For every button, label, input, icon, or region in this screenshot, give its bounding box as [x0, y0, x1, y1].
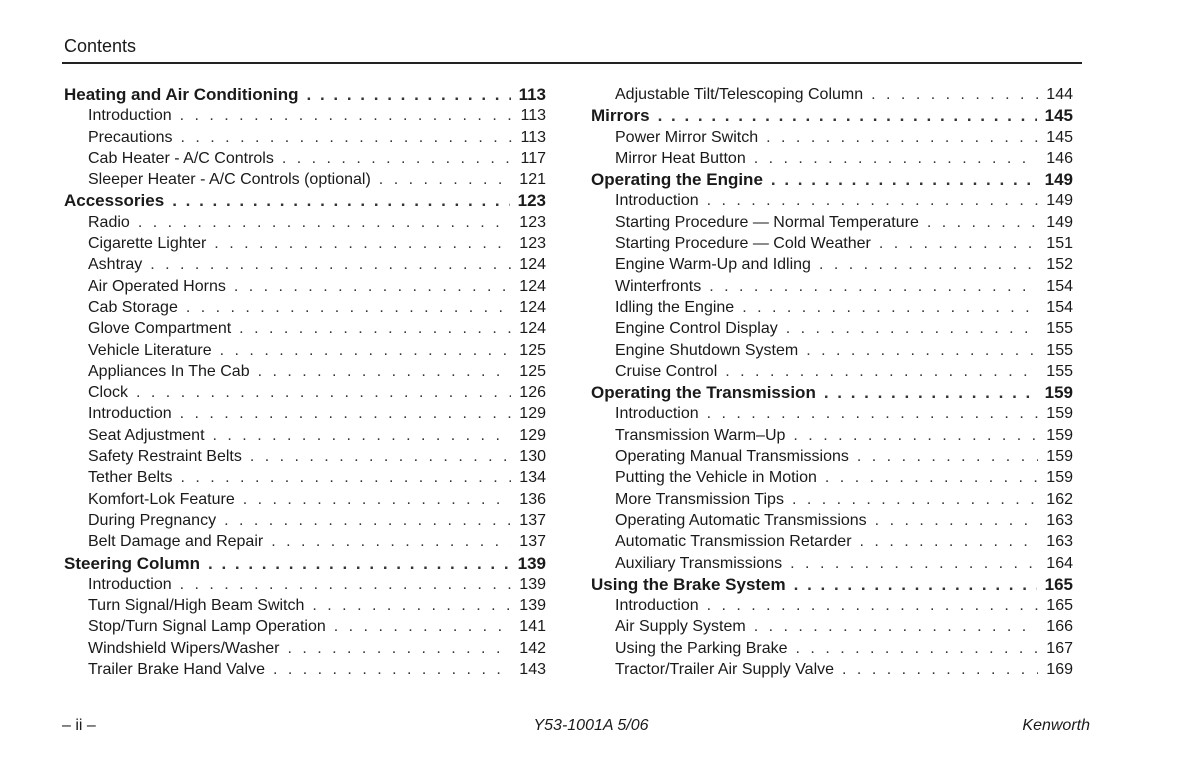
- toc-entry-title: Cab Storage: [88, 298, 178, 316]
- toc-entry-title: Using the Brake System: [591, 574, 786, 594]
- toc-entry[interactable]: [591, 531, 1073, 552]
- toc-entry-page-number: 155: [1046, 320, 1073, 338]
- dot-leader: [282, 148, 513, 169]
- toc-entry[interactable]: [64, 574, 546, 595]
- toc-entry[interactable]: [591, 254, 1073, 275]
- dot-leader: [213, 425, 512, 446]
- toc-entry[interactable]: [64, 531, 546, 552]
- toc-entry-title: Starting Procedure — Cold Weather: [615, 235, 871, 253]
- dot-leader: [243, 489, 512, 510]
- toc-entry-page-number: 167: [1046, 639, 1073, 657]
- dot-leader: [250, 446, 511, 467]
- dot-leader: [234, 276, 511, 297]
- dot-leader: [709, 276, 1038, 297]
- toc-entry[interactable]: [591, 84, 1073, 105]
- dot-leader: [224, 510, 511, 531]
- toc-entry-page-number: 139: [517, 553, 546, 573]
- toc-entry[interactable]: [64, 361, 546, 382]
- footer-document-code: Y53-1001A 5/06: [533, 717, 649, 734]
- toc-entry-page-number: 123: [519, 235, 546, 253]
- toc-entry-title: Operating the Engine: [591, 170, 763, 190]
- toc-entry-title: Accessories: [64, 191, 165, 211]
- dot-leader: [879, 233, 1038, 254]
- toc-entry-title: Mirror Heat Button: [615, 149, 746, 167]
- toc-entry-page-number: 163: [1046, 533, 1073, 551]
- toc-entry-title: Komfort-Lok Feature: [88, 490, 235, 508]
- toc-entry[interactable]: [64, 276, 546, 297]
- toc-entry-title: Steering Column: [64, 553, 201, 573]
- toc-entry[interactable]: [591, 318, 1073, 339]
- dot-leader: [725, 361, 1038, 382]
- toc-entry[interactable]: [591, 467, 1073, 488]
- toc-entry[interactable]: [64, 510, 546, 531]
- toc-entry-title: Introduction: [88, 107, 172, 125]
- dot-leader: [239, 318, 511, 339]
- toc-entry-title: Power Mirror Switch: [615, 128, 759, 146]
- dot-leader: [707, 595, 1039, 616]
- toc-entry-title: Transmission Warm–Up: [615, 426, 786, 444]
- toc-entry-title: Heating and Air Conditioning: [64, 85, 299, 104]
- toc-entry[interactable]: [591, 361, 1073, 382]
- dot-leader: [766, 127, 1038, 148]
- toc-entry[interactable]: [64, 105, 546, 126]
- toc-entry-title: Tether Belts: [88, 469, 173, 487]
- toc-entry-title: Auxiliary Transmissions: [615, 554, 783, 572]
- dot-leader: [150, 254, 511, 275]
- dot-leader: [180, 403, 512, 424]
- toc-entry-page-number: 151: [1046, 235, 1073, 253]
- toc-entry-page-number: 155: [1046, 341, 1073, 359]
- toc-entry[interactable]: [591, 403, 1073, 424]
- dot-leader: [792, 489, 1038, 510]
- toc-entry-page-number: 166: [1046, 618, 1073, 636]
- dot-leader: [790, 553, 1038, 574]
- toc-entry-page-number: 163: [1046, 511, 1073, 529]
- toc-section-heading[interactable]: [64, 84, 546, 105]
- toc-entry-title: Introduction: [88, 575, 172, 593]
- toc-entry-page-number: 152: [1046, 256, 1073, 274]
- toc-entry-page-number: 141: [519, 618, 546, 636]
- toc-entry-title: Engine Control Display: [615, 320, 778, 338]
- dot-leader: [172, 190, 509, 211]
- dot-leader: [806, 340, 1038, 361]
- toc-entry-title: Introduction: [88, 405, 172, 423]
- toc-entry-title: Operating Automatic Transmissions: [615, 511, 867, 529]
- toc-entry-page-number: 169: [1046, 661, 1073, 679]
- toc-entry-page-number: 164: [1046, 554, 1073, 572]
- toc-entry[interactable]: [64, 233, 546, 254]
- toc-entry[interactable]: [64, 318, 546, 339]
- toc-entry-page-number: 129: [519, 426, 546, 444]
- toc-entry-page-number: 154: [1046, 277, 1073, 295]
- toc-entry[interactable]: [64, 169, 546, 190]
- toc-entry-title: Windshield Wipers/Washer: [88, 639, 280, 657]
- toc-section-heading[interactable]: [591, 105, 1073, 126]
- toc-entry[interactable]: [64, 340, 546, 361]
- toc-entry[interactable]: [591, 212, 1073, 233]
- toc-entry-page-number: 145: [1044, 106, 1073, 126]
- toc-entry[interactable]: [591, 489, 1073, 510]
- toc-entry-page-number: 149: [1044, 170, 1073, 190]
- toc-entry[interactable]: [64, 212, 546, 233]
- toc-entry[interactable]: [64, 403, 546, 424]
- toc-entry-title: Putting the Vehicle in Motion: [615, 469, 817, 487]
- dot-leader: [793, 425, 1038, 446]
- toc-entry[interactable]: [64, 638, 546, 659]
- dot-leader: [754, 616, 1039, 637]
- dot-leader: [707, 190, 1039, 211]
- toc-entry-title: Idling the Engine: [615, 298, 735, 316]
- toc-section-heading[interactable]: [64, 190, 546, 211]
- toc-entry-title: Automatic Transmission Retarder: [615, 533, 852, 551]
- toc-entry-title: Cigarette Lighter: [88, 235, 207, 253]
- dot-leader: [796, 638, 1039, 659]
- toc-entry[interactable]: [591, 127, 1073, 148]
- toc-entry-title: Introduction: [615, 405, 699, 423]
- toc-entry[interactable]: [591, 510, 1073, 531]
- footer-brand: Kenworth: [1022, 717, 1090, 734]
- toc-entry-page-number: 159: [1046, 469, 1073, 487]
- toc-entry[interactable]: [591, 659, 1073, 680]
- toc-entry-page-number: 129: [519, 405, 546, 423]
- toc-entry-page-number: 159: [1046, 448, 1073, 466]
- toc-entry[interactable]: [591, 297, 1073, 318]
- toc-entry-title: Cruise Control: [615, 362, 718, 380]
- toc-entry-page-number: 142: [519, 639, 546, 657]
- toc-entry-title: Winterfronts: [615, 277, 702, 295]
- dot-leader: [842, 659, 1038, 680]
- toc-entry-title: Starting Procedure — Normal Temperature: [615, 213, 919, 231]
- dot-leader: [819, 254, 1038, 275]
- toc-entry-title: Introduction: [615, 597, 699, 615]
- toc-entry[interactable]: [591, 190, 1073, 211]
- toc-entry-page-number: 149: [1046, 192, 1073, 210]
- footer-page-number: – ii –: [62, 717, 96, 734]
- dot-leader: [871, 84, 1038, 105]
- toc-entry-page-number: 159: [1046, 426, 1073, 444]
- toc-entry-page-number: 121: [519, 171, 546, 189]
- toc-entry-page-number: 159: [1046, 405, 1073, 423]
- toc-entry-title: During Pregnancy: [88, 511, 217, 529]
- toc-entry[interactable]: [591, 595, 1073, 616]
- dot-leader: [208, 553, 510, 574]
- dot-leader: [860, 531, 1039, 552]
- toc-entry-title: Cab Heater - A/C Controls: [88, 149, 274, 167]
- toc-entry-title: Air Supply System: [615, 618, 746, 636]
- toc-section-heading[interactable]: [591, 382, 1073, 403]
- dot-leader: [658, 105, 1037, 126]
- toc-entry[interactable]: [64, 616, 546, 637]
- toc-entry-page-number: 137: [519, 533, 546, 551]
- toc-entry[interactable]: [591, 616, 1073, 637]
- toc-entry-title: Turn Signal/High Beam Switch: [88, 597, 305, 615]
- toc-entry[interactable]: [64, 254, 546, 275]
- dot-leader: [273, 659, 511, 680]
- toc-section-heading[interactable]: [64, 553, 546, 574]
- dot-leader: [786, 318, 1039, 339]
- toc-entry-title: Vehicle Literature: [88, 341, 212, 359]
- toc-entry-title: Sleeper Heater - A/C Controls (optional): [88, 171, 371, 189]
- toc-entry-title: More Transmission Tips: [615, 490, 784, 508]
- toc-entry[interactable]: [64, 467, 546, 488]
- toc-entry-page-number: 134: [519, 469, 546, 487]
- dot-leader: [771, 169, 1037, 190]
- toc-entry-page-number: 145: [1046, 128, 1073, 146]
- dot-leader: [742, 297, 1038, 318]
- toc-entry-title: Precautions: [88, 128, 173, 146]
- toc-section-heading[interactable]: [591, 169, 1073, 190]
- toc-entry-page-number: 113: [518, 85, 546, 104]
- toc-entry[interactable]: [64, 595, 546, 616]
- toc-entry-page-number: 143: [519, 661, 546, 679]
- toc-entry-title: Introduction: [615, 192, 699, 210]
- toc-entry[interactable]: [591, 148, 1073, 169]
- dot-leader: [334, 616, 512, 637]
- header-divider: [62, 62, 1082, 64]
- toc-entry-page-number: 126: [519, 384, 546, 402]
- toc-entry-title: Radio: [88, 213, 130, 231]
- dot-leader: [927, 212, 1038, 233]
- toc-entry-page-number: 124: [519, 298, 546, 316]
- dot-leader: [136, 382, 511, 403]
- dot-leader: [180, 467, 511, 488]
- toc-entry[interactable]: [591, 340, 1073, 361]
- dot-leader: [875, 510, 1039, 531]
- toc-entry[interactable]: [64, 127, 546, 148]
- toc-left-column: [64, 84, 546, 680]
- dot-leader: [287, 638, 511, 659]
- toc-entry-page-number: 165: [1044, 574, 1073, 594]
- dot-leader: [312, 595, 511, 616]
- toc-entry[interactable]: [591, 233, 1073, 254]
- toc-entry-title: Belt Damage and Repair: [88, 533, 264, 551]
- toc-entry-page-number: 113: [520, 128, 546, 146]
- dot-leader: [825, 467, 1038, 488]
- toc-entry-page-number: 139: [519, 597, 546, 615]
- toc-entry-page-number: 124: [519, 320, 546, 338]
- dot-leader: [754, 148, 1039, 169]
- toc-entry[interactable]: [591, 276, 1073, 297]
- toc-entry-page-number: 154: [1046, 298, 1073, 316]
- toc-entry-page-number: 162: [1046, 490, 1073, 508]
- dot-leader: [307, 84, 511, 105]
- toc-entry-title: Engine Shutdown System: [615, 341, 799, 359]
- toc-entry-title: Engine Warm-Up and Idling: [615, 256, 811, 274]
- toc-entry-page-number: 123: [519, 213, 546, 231]
- toc-right-column: [591, 84, 1073, 680]
- toc-entry[interactable]: [64, 446, 546, 467]
- toc-entry-page-number: 123: [517, 191, 546, 211]
- toc-entry-page-number: 136: [519, 490, 546, 508]
- toc-entry-page-number: 155: [1046, 362, 1073, 380]
- toc-entry-title: Operating the Transmission: [591, 383, 816, 403]
- toc-entry-title: Adjustable Tilt/Telescoping Column: [615, 86, 864, 103]
- toc-entry-page-number: 165: [1046, 597, 1073, 615]
- toc-entry-title: Trailer Brake Hand Valve: [88, 661, 265, 679]
- toc-entry-page-number: 137: [519, 511, 546, 529]
- toc-entry[interactable]: [591, 638, 1073, 659]
- toc-entry-title: Seat Adjustment: [88, 426, 205, 444]
- toc-entry-page-number: 130: [519, 448, 546, 466]
- toc-entry[interactable]: [591, 446, 1073, 467]
- toc-entry-title: Operating Manual Transmissions: [615, 448, 849, 466]
- toc-entry-page-number: 146: [1046, 149, 1073, 167]
- dot-leader: [180, 574, 512, 595]
- dot-leader: [824, 382, 1037, 403]
- dot-leader: [214, 233, 511, 254]
- toc-entry-page-number: 139: [519, 575, 546, 593]
- dot-leader: [258, 361, 512, 382]
- toc-entry-title: Mirrors: [591, 106, 650, 126]
- toc-entry-page-number: 125: [519, 341, 546, 359]
- toc-entry-title: Air Operated Horns: [88, 277, 226, 295]
- toc-entry[interactable]: [64, 659, 546, 680]
- toc-entry-page-number: 117: [520, 149, 546, 167]
- toc-entry[interactable]: [64, 489, 546, 510]
- toc-entry[interactable]: [64, 148, 546, 169]
- dot-leader: [186, 297, 511, 318]
- toc-entry-title: Ashtray: [88, 256, 143, 274]
- dot-leader: [271, 531, 511, 552]
- toc-entry[interactable]: [591, 553, 1073, 574]
- toc-entry-page-number: 113: [520, 107, 546, 125]
- toc-entry-page-number: 125: [519, 362, 546, 380]
- page-title: Contents: [64, 36, 137, 56]
- toc-entry-page-number: 159: [1044, 383, 1073, 403]
- toc-entry-page-number: 149: [1046, 213, 1073, 231]
- toc-entry-page-number: 124: [519, 277, 546, 295]
- dot-leader: [180, 105, 513, 126]
- dot-leader: [857, 446, 1038, 467]
- toc-entry-title: Clock: [88, 384, 129, 402]
- toc-entry-title: Glove Compartment: [88, 320, 232, 338]
- toc-entry-title: Stop/Turn Signal Lamp Operation: [88, 618, 326, 636]
- dot-leader: [707, 403, 1039, 424]
- toc-entry-title: Safety Restraint Belts: [88, 448, 242, 466]
- toc-entry[interactable]: [64, 297, 546, 318]
- dot-leader: [181, 127, 513, 148]
- toc-entry[interactable]: [64, 382, 546, 403]
- toc-entry[interactable]: [591, 425, 1073, 446]
- dot-leader: [379, 169, 512, 190]
- dot-leader: [138, 212, 511, 233]
- toc-section-heading[interactable]: [591, 574, 1073, 595]
- toc-entry-page-number: 124: [519, 256, 546, 274]
- dot-leader: [220, 340, 512, 361]
- toc-entry-title: Tractor/Trailer Air Supply Valve: [615, 661, 835, 679]
- toc-entry-title: Using the Parking Brake: [615, 639, 788, 657]
- toc-entry[interactable]: [64, 425, 546, 446]
- toc-entry-title: Appliances In The Cab: [88, 362, 250, 380]
- toc-entry-page-number: 144: [1046, 86, 1073, 103]
- dot-leader: [794, 574, 1037, 595]
